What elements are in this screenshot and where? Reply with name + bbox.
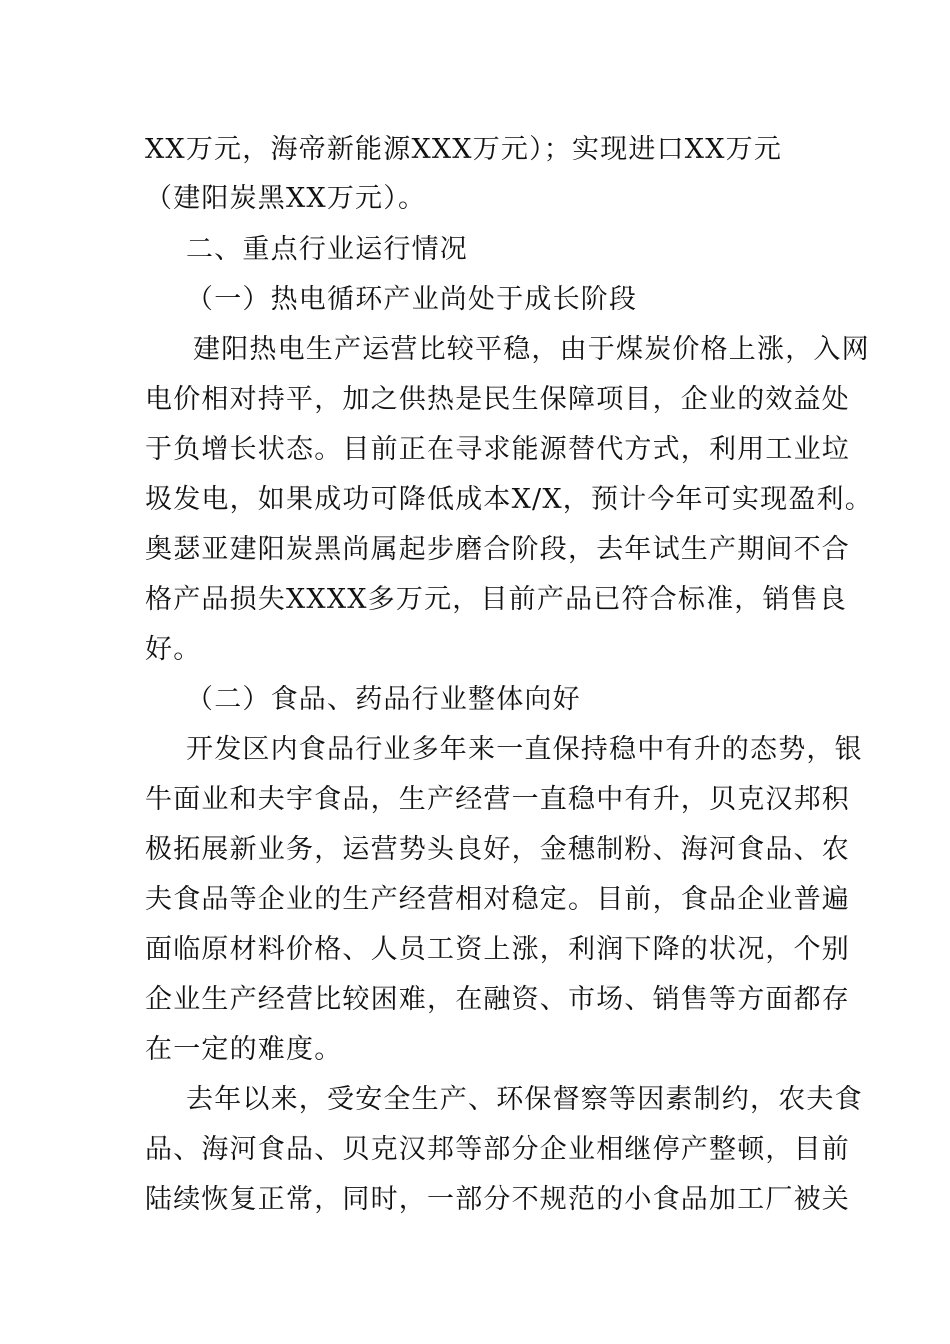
text-line: 企业生产经营比较困难，在融资、市场、销售等方面都存 xyxy=(145,984,850,1015)
subsection-heading: （一）热电循环产业尚处于成长阶段 xyxy=(186,284,638,315)
text-line: 好。 xyxy=(145,634,202,665)
text-line: 开发区内食品行业多年来一直保持稳中有升的态势，银 xyxy=(186,734,863,765)
text-line: 于负增长状态。目前正在寻求能源替代方式，利用工业垃 xyxy=(145,434,850,465)
text-line: 圾发电，如果成功可降低成本X/X，预计今年可实现盈利。 xyxy=(145,484,873,515)
text-line: 面临原材料价格、人员工资上涨，利润下降的状况，个别 xyxy=(145,934,850,965)
text-line: 品、海河食品、贝克汉邦等部分企业相继停产整顿，目前 xyxy=(145,1134,850,1165)
text-line: 陆续恢复正常，同时，一部分不规范的小食品加工厂被关 xyxy=(145,1184,850,1215)
section-heading: 二、重点行业运行情况 xyxy=(186,234,468,265)
text-line: 奥瑟亚建阳炭黑尚属起步磨合阶段，去年试生产期间不合 xyxy=(145,534,850,565)
text-line: 极拓展新业务，运营势头良好，金穗制粉、海河食品、农 xyxy=(145,834,850,865)
text-line: 去年以来，受安全生产、环保督察等因素制约，农夫食 xyxy=(186,1084,863,1115)
text-line: 建阳热电生产运营比较平稳，由于煤炭价格上涨，入网 xyxy=(193,334,870,365)
text-line: （建阳炭黑XX万元）。 xyxy=(145,183,427,214)
text-line: 电价相对持平，加之供热是民生保障项目，企业的效益处 xyxy=(145,384,850,415)
subsection-heading: （二）食品、药品行业整体向好 xyxy=(186,684,581,715)
text-line: XX万元，海帝新能源XXX万元）；实现进口XX万元 xyxy=(145,134,783,165)
text-line: 夫食品等企业的生产经营相对稳定。目前，食品企业普遍 xyxy=(145,884,850,915)
text-line: 格产品损失XXXX多万元，目前产品已符合标准，销售良 xyxy=(145,584,848,615)
text-line: 牛面业和夫宇食品，生产经营一直稳中有升，贝克汉邦积 xyxy=(145,784,850,815)
text-line: 在一定的难度。 xyxy=(145,1034,343,1065)
